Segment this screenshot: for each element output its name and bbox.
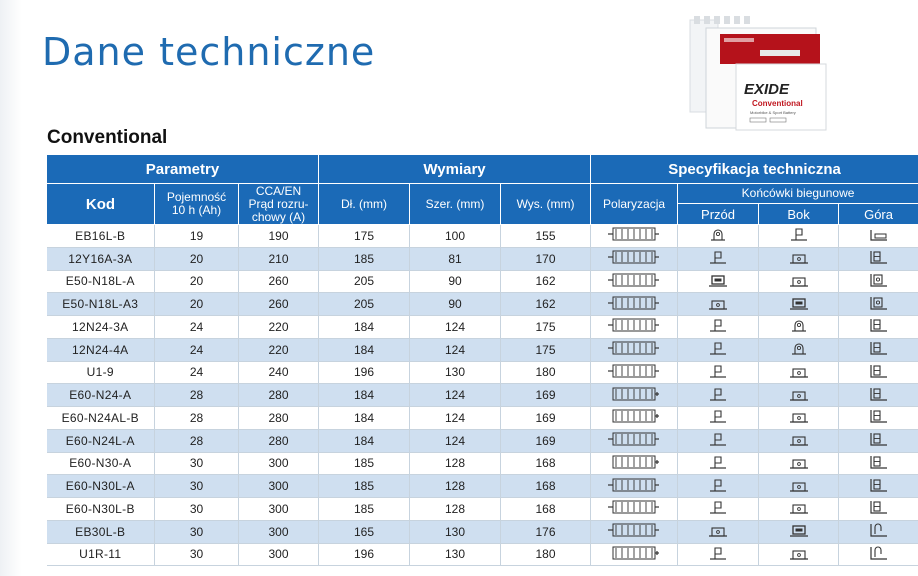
- cell-pojemnosc: 28: [155, 407, 239, 430]
- cell-cca: 260: [239, 293, 319, 316]
- cell-polaryzacja: [591, 520, 678, 543]
- cell-bok: [759, 475, 839, 498]
- cell-dlugosc: 205: [319, 293, 410, 316]
- col-header-pojemnosc-line2: 10 h (Ah): [171, 203, 222, 217]
- cell-cca: 300: [239, 498, 319, 521]
- cell-wysokosc: 168: [501, 498, 591, 521]
- cell-szerokosc: 130: [410, 361, 501, 384]
- cell-szerokosc: 130: [410, 543, 501, 566]
- terminal-flag-icon: [706, 317, 730, 336]
- cell-dlugosc: 185: [319, 475, 410, 498]
- cell-kod: 12Y16A-3A: [47, 247, 155, 270]
- terminal-box-icon: [787, 431, 811, 450]
- column-header-row: [47, 184, 918, 204]
- cell-gora: [839, 429, 918, 452]
- cell-przod: [678, 338, 759, 361]
- cell-gora: [839, 270, 918, 293]
- terminal-flag-v-icon: [867, 386, 891, 405]
- cell-gora: [839, 498, 918, 521]
- cell-gora: [839, 225, 918, 248]
- cell-bok: [759, 407, 839, 430]
- cell-przod: [678, 270, 759, 293]
- cell-bok: [759, 384, 839, 407]
- col-header-polaryzacja: Polaryzacja: [591, 184, 678, 225]
- cell-polaryzacja: [591, 384, 678, 407]
- cell-wysokosc: 176: [501, 520, 591, 543]
- cell-przod: [678, 225, 759, 248]
- cell-kod: EB30L-B: [47, 520, 155, 543]
- cell-szerokosc: 124: [410, 384, 501, 407]
- cell-pojemnosc: 19: [155, 225, 239, 248]
- polarity-left-icon: [606, 363, 662, 382]
- col-header-kod: Kod: [47, 184, 155, 225]
- cell-kod: E60-N30L-B: [47, 498, 155, 521]
- cell-przod: [678, 429, 759, 452]
- cell-kod: U1R-11: [47, 543, 155, 566]
- terminal-flag-icon: [706, 454, 730, 473]
- group-header-specyfikacja: Specyfikacja techniczna: [591, 155, 918, 184]
- polarity-left-icon: [606, 499, 662, 518]
- cell-szerokosc: 90: [410, 293, 501, 316]
- cell-dlugosc: 184: [319, 384, 410, 407]
- cell-gora: [839, 543, 918, 566]
- polarity-right-icon: [606, 545, 662, 564]
- table-row: [47, 316, 918, 339]
- cell-bok: [759, 361, 839, 384]
- cell-wysokosc: 180: [501, 543, 591, 566]
- terminal-flag-icon: [787, 226, 811, 245]
- cell-cca: 300: [239, 475, 319, 498]
- cell-bok: [759, 498, 839, 521]
- terminal-box-v-icon: [867, 272, 891, 291]
- col-header-cca-line3: chowy (A): [251, 209, 306, 224]
- cell-przod: [678, 498, 759, 521]
- cell-bok: [759, 429, 839, 452]
- col-header-dl: Dł. (mm): [319, 184, 410, 225]
- cell-cca: 220: [239, 338, 319, 361]
- cell-dlugosc: 185: [319, 247, 410, 270]
- table-row: [47, 407, 918, 430]
- cell-bok: [759, 316, 839, 339]
- cell-dlugosc: 175: [319, 225, 410, 248]
- terminal-box-icon: [787, 272, 811, 291]
- terminal-flag-v-icon: [867, 408, 891, 427]
- terminal-flag-icon: [706, 363, 730, 382]
- cell-wysokosc: 155: [501, 225, 591, 248]
- cell-cca: 280: [239, 407, 319, 430]
- col-header-koncowki: Końcówki biegunowe: [678, 184, 918, 204]
- spec-table: [46, 154, 918, 566]
- terminal-flag-icon: [706, 408, 730, 427]
- polarity-left-icon: [606, 295, 662, 314]
- cell-kod: 12N24-3A: [47, 316, 155, 339]
- cell-wysokosc: 180: [501, 361, 591, 384]
- cell-polaryzacja: [591, 407, 678, 430]
- cell-pojemnosc: 30: [155, 452, 239, 475]
- cell-pojemnosc: 24: [155, 316, 239, 339]
- terminal-box-top-icon: [787, 295, 811, 314]
- cell-dlugosc: 205: [319, 270, 410, 293]
- table-row: [47, 293, 918, 316]
- table-row: [47, 520, 918, 543]
- cell-cca: 220: [239, 316, 319, 339]
- left-edge-shadow: [0, 0, 22, 576]
- terminal-box-icon: [787, 249, 811, 268]
- terminal-box-icon: [787, 545, 811, 564]
- cell-cca: 300: [239, 452, 319, 475]
- polarity-left-icon: [606, 522, 662, 541]
- cell-cca: 300: [239, 543, 319, 566]
- terminal-flag-v-icon: [867, 431, 891, 450]
- cell-gora: [839, 452, 918, 475]
- cell-przod: [678, 361, 759, 384]
- terminal-round-icon: [706, 226, 730, 245]
- terminal-box-v-icon: [867, 295, 891, 314]
- cell-szerokosc: 100: [410, 225, 501, 248]
- cell-wysokosc: 162: [501, 270, 591, 293]
- terminal-flag-v-icon: [867, 477, 891, 496]
- cell-wysokosc: 170: [501, 247, 591, 270]
- cell-dlugosc: 196: [319, 543, 410, 566]
- cell-wysokosc: 168: [501, 475, 591, 498]
- cell-kod: E60-N30L-A: [47, 475, 155, 498]
- cell-przod: [678, 384, 759, 407]
- cell-gora: [839, 338, 918, 361]
- terminal-box-top-icon: [706, 272, 730, 291]
- cell-pojemnosc: 24: [155, 361, 239, 384]
- cell-cca: 280: [239, 429, 319, 452]
- cell-kod: E50-N18L-A: [47, 270, 155, 293]
- cell-szerokosc: 124: [410, 407, 501, 430]
- cell-przod: [678, 316, 759, 339]
- terminal-flag-icon: [706, 386, 730, 405]
- cell-dlugosc: 184: [319, 407, 410, 430]
- cell-kod: E60-N30-A: [47, 452, 155, 475]
- col-header-bok: Bok: [759, 204, 839, 225]
- cell-bok: [759, 520, 839, 543]
- cell-dlugosc: 165: [319, 520, 410, 543]
- cell-cca: 210: [239, 247, 319, 270]
- page-title: Dane techniczne: [42, 30, 376, 74]
- cell-dlugosc: 184: [319, 338, 410, 361]
- terminal-box-icon: [787, 477, 811, 496]
- cell-pojemnosc: 28: [155, 384, 239, 407]
- group-header-parametry: Parametry: [47, 155, 319, 184]
- cell-dlugosc: 184: [319, 429, 410, 452]
- terminal-flag-v-icon: [867, 249, 891, 268]
- terminal-flag-icon: [706, 340, 730, 359]
- polarity-left-icon: [606, 340, 662, 359]
- cell-dlugosc: 185: [319, 452, 410, 475]
- cell-kod: U1-9: [47, 361, 155, 384]
- cell-polaryzacja: [591, 225, 678, 248]
- table-row: [47, 384, 918, 407]
- battery-brand-text: EXIDE: [744, 81, 790, 98]
- cell-przod: [678, 543, 759, 566]
- cell-przod: [678, 520, 759, 543]
- cell-polaryzacja: [591, 270, 678, 293]
- group-header-wymiary: Wymiary: [319, 155, 591, 184]
- cell-polaryzacja: [591, 361, 678, 384]
- cell-pojemnosc: 20: [155, 270, 239, 293]
- cell-polaryzacja: [591, 429, 678, 452]
- polarity-left-icon: [606, 249, 662, 268]
- cell-bok: [759, 247, 839, 270]
- polarity-left-icon: [606, 431, 662, 450]
- cell-pojemnosc: 30: [155, 475, 239, 498]
- terminal-box-icon: [787, 386, 811, 405]
- cell-polaryzacja: [591, 247, 678, 270]
- group-header-row: [47, 155, 918, 184]
- cell-pojemnosc: 24: [155, 338, 239, 361]
- polarity-right-icon: [606, 408, 662, 427]
- cell-polaryzacja: [591, 543, 678, 566]
- cell-polaryzacja: [591, 475, 678, 498]
- terminal-box-icon: [787, 408, 811, 427]
- table-row: [47, 338, 918, 361]
- cell-szerokosc: 124: [410, 338, 501, 361]
- col-header-przod: Przód: [678, 204, 759, 225]
- cell-bok: [759, 543, 839, 566]
- cell-przod: [678, 407, 759, 430]
- cell-pojemnosc: 28: [155, 429, 239, 452]
- terminal-round-icon: [787, 317, 811, 336]
- terminal-flag-icon: [706, 249, 730, 268]
- polarity-left-icon: [606, 317, 662, 336]
- terminal-box-icon: [706, 295, 730, 314]
- col-header-cca-line2: Prąd rozru-: [248, 196, 309, 211]
- terminal-hook-icon: [867, 522, 891, 541]
- col-header-gora: Góra: [839, 204, 918, 225]
- cell-polaryzacja: [591, 316, 678, 339]
- cell-cca: 260: [239, 270, 319, 293]
- cell-wysokosc: 169: [501, 407, 591, 430]
- cell-dlugosc: 185: [319, 498, 410, 521]
- cell-szerokosc: 128: [410, 475, 501, 498]
- terminal-flag-icon: [706, 545, 730, 564]
- cell-cca: 300: [239, 520, 319, 543]
- table-row: [47, 543, 918, 566]
- cell-pojemnosc: 30: [155, 498, 239, 521]
- terminal-flat-icon: [867, 226, 891, 245]
- cell-kod: E60-N24AL-B: [47, 407, 155, 430]
- terminal-flag-icon: [706, 499, 730, 518]
- table-row: [47, 475, 918, 498]
- terminal-flag-icon: [706, 431, 730, 450]
- battery-tagline-text: Motorbike & Sport Battery: [750, 110, 796, 115]
- cell-gora: [839, 475, 918, 498]
- table-row: [47, 498, 918, 521]
- table-row: [47, 361, 918, 384]
- cell-gora: [839, 520, 918, 543]
- cell-bok: [759, 293, 839, 316]
- polarity-right-icon: [606, 386, 662, 405]
- polarity-left-icon: [606, 477, 662, 496]
- table-row: [47, 429, 918, 452]
- cell-wysokosc: 162: [501, 293, 591, 316]
- cell-bok: [759, 225, 839, 248]
- terminal-box-top-icon: [787, 522, 811, 541]
- cell-pojemnosc: 20: [155, 247, 239, 270]
- col-header-szer: Szer. (mm): [410, 184, 501, 225]
- col-header-wys: Wys. (mm): [501, 184, 591, 225]
- cell-gora: [839, 407, 918, 430]
- terminal-box-icon: [787, 363, 811, 382]
- col-header-pojemnosc: [155, 184, 239, 225]
- cell-szerokosc: 81: [410, 247, 501, 270]
- terminal-box-icon: [706, 522, 730, 541]
- col-header-cca-line1: CCA/EN: [255, 183, 302, 198]
- col-header-pojemnosc-line1: Pojemność: [166, 190, 227, 204]
- cell-cca: 280: [239, 384, 319, 407]
- cell-przod: [678, 452, 759, 475]
- cell-bok: [759, 338, 839, 361]
- cell-kod: E60-N24-A: [47, 384, 155, 407]
- cell-polaryzacja: [591, 452, 678, 475]
- terminal-flag-v-icon: [867, 363, 891, 382]
- cell-gora: [839, 316, 918, 339]
- cell-kod: 12N24-4A: [47, 338, 155, 361]
- cell-przod: [678, 475, 759, 498]
- terminal-flag-v-icon: [867, 340, 891, 359]
- cell-polaryzacja: [591, 293, 678, 316]
- cell-szerokosc: 90: [410, 270, 501, 293]
- terminal-flag-v-icon: [867, 317, 891, 336]
- cell-gora: [839, 384, 918, 407]
- polarity-left-icon: [606, 226, 662, 245]
- col-header-cca: [239, 184, 319, 225]
- cell-cca: 240: [239, 361, 319, 384]
- cell-polaryzacja: [591, 498, 678, 521]
- cell-pojemnosc: 20: [155, 293, 239, 316]
- cell-wysokosc: 168: [501, 452, 591, 475]
- terminal-flag-v-icon: [867, 499, 891, 518]
- cell-bok: [759, 270, 839, 293]
- table-row: [47, 270, 918, 293]
- terminal-round-icon: [787, 340, 811, 359]
- cell-gora: [839, 293, 918, 316]
- table-row: [47, 247, 918, 270]
- cell-pojemnosc: 30: [155, 543, 239, 566]
- cell-gora: [839, 361, 918, 384]
- table-row: [47, 452, 918, 475]
- battery-product-image: [688, 14, 838, 138]
- terminal-flag-v-icon: [867, 454, 891, 473]
- battery-label-text: Conventional: [752, 99, 803, 108]
- cell-pojemnosc: 30: [155, 520, 239, 543]
- cell-wysokosc: 169: [501, 429, 591, 452]
- polarity-left-icon: [606, 272, 662, 291]
- table-row: [47, 225, 918, 248]
- spec-table-body: [47, 225, 918, 566]
- cell-wysokosc: 175: [501, 338, 591, 361]
- cell-przod: [678, 293, 759, 316]
- cell-cca: 190: [239, 225, 319, 248]
- cell-kod: E60-N24L-A: [47, 429, 155, 452]
- cell-szerokosc: 124: [410, 316, 501, 339]
- cell-przod: [678, 247, 759, 270]
- cell-polaryzacja: [591, 338, 678, 361]
- terminal-box-icon: [787, 454, 811, 473]
- cell-szerokosc: 124: [410, 429, 501, 452]
- terminal-hook-icon: [867, 545, 891, 564]
- cell-gora: [839, 247, 918, 270]
- cell-dlugosc: 196: [319, 361, 410, 384]
- cell-kod: E50-N18L-A3: [47, 293, 155, 316]
- cell-bok: [759, 452, 839, 475]
- cell-wysokosc: 169: [501, 384, 591, 407]
- cell-szerokosc: 128: [410, 498, 501, 521]
- cell-szerokosc: 130: [410, 520, 501, 543]
- cell-kod: EB16L-B: [47, 225, 155, 248]
- polarity-right-icon: [606, 454, 662, 473]
- terminal-box-icon: [787, 499, 811, 518]
- section-subtitle: Conventional: [47, 127, 168, 148]
- cell-dlugosc: 184: [319, 316, 410, 339]
- cell-wysokosc: 175: [501, 316, 591, 339]
- terminal-flag-icon: [706, 477, 730, 496]
- cell-szerokosc: 128: [410, 452, 501, 475]
